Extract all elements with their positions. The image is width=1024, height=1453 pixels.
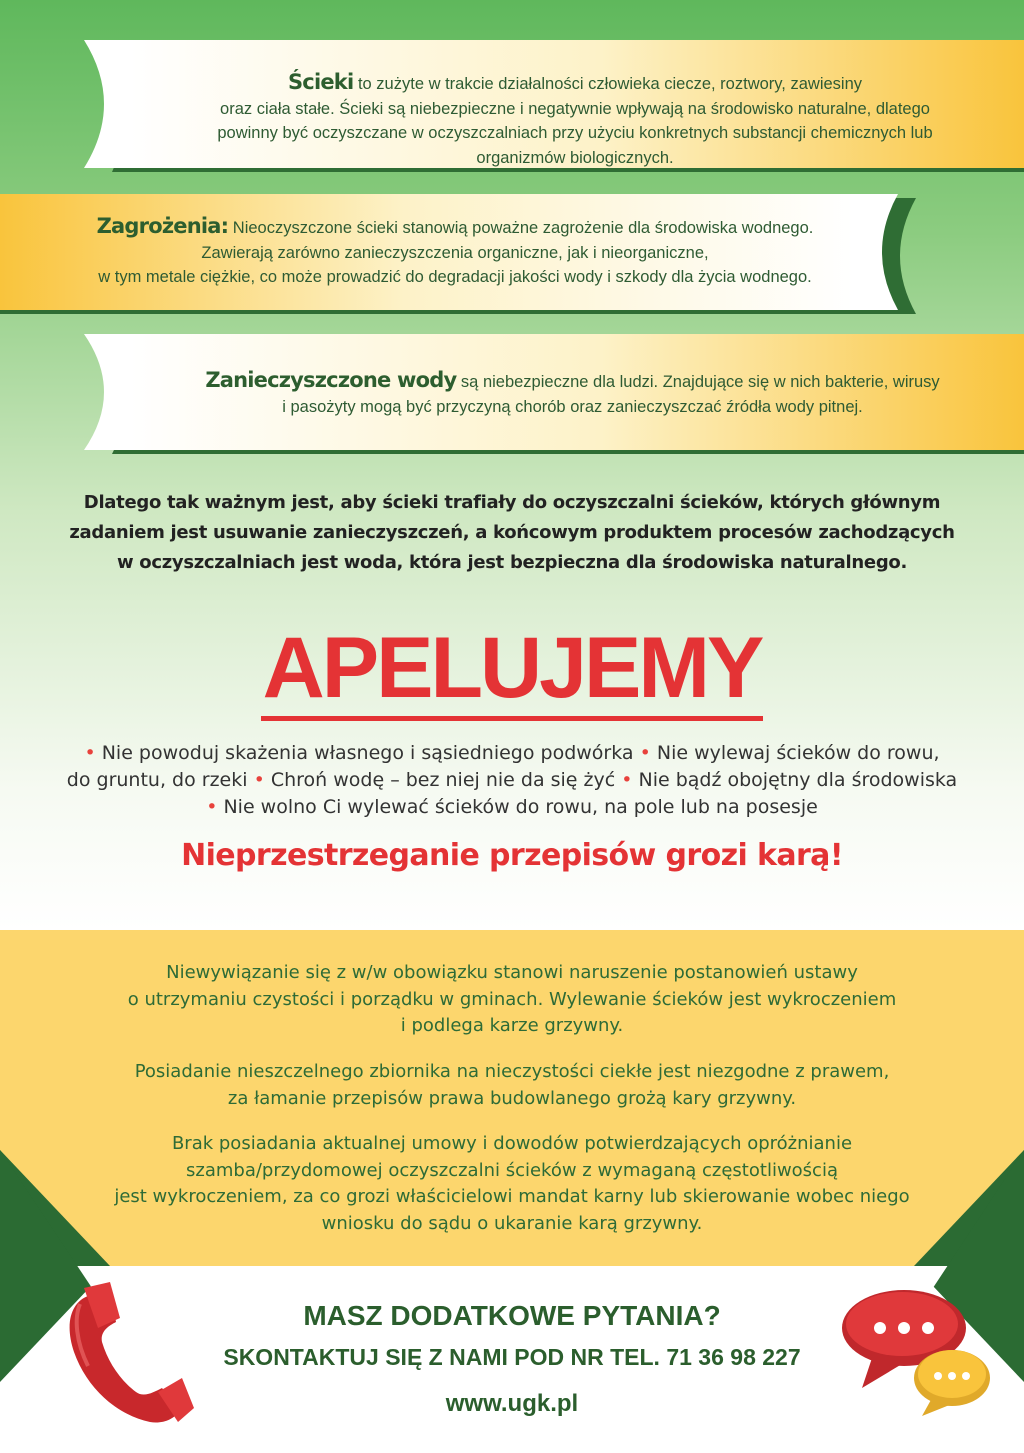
- banner-scieki: [0, 40, 1024, 180]
- penalty-warning: Nieprzestrzeganie przepisów grozi karą!: [181, 838, 843, 873]
- legal-line: szamba/przydomowej oczyszczalni ścieków z wymaganą częstotliwością: [186, 1159, 838, 1181]
- legal-line: Niewywiązanie się z w/w obowiązku stanowi naruszenie postanowień ustawy: [166, 962, 858, 983]
- contact-phone[interactable]: SKONTAKTUJ SIĘ Z NAMI POD NR TEL. 71 36 98 227: [223, 1344, 801, 1370]
- legal-line: za łamanie przepisów prawa budowlanego grożą kary grzywny.: [227, 1087, 797, 1109]
- appeal-line: [0, 767, 1024, 794]
- banner-zagrozenia-keyword: Zagrożenia:: [96, 214, 229, 238]
- legal-paragraph: [0, 1059, 1024, 1112]
- banner-zanieczyszczone-wody-line: są niebezpieczne dla ludzi. Znajdujące się w nich bakterie, wirusy: [456, 373, 940, 391]
- banner-zanieczyszczone-wody-keyword: Zanieczyszczone wody: [205, 368, 457, 392]
- contact-question: MASZ DODATKOWE PYTANIA?: [303, 1300, 721, 1331]
- bullet-dot: •: [206, 796, 218, 818]
- appeal-item: Nie powoduj skażenia własnego i sąsiedniego podwórka: [95, 742, 640, 764]
- banner-scieki-line: powinny być oczyszczane w oczyszczalniach przy użyciu konkretnych substancji chemicznych lub: [217, 124, 933, 142]
- lead-paragraph: [0, 488, 1024, 578]
- banner-zagrozenia-line: Zawierają zarówno zanieczyszczenia organiczne, jak i nieorganiczne,: [201, 243, 709, 262]
- appeal-item: do gruntu, do rzeki: [66, 769, 254, 791]
- legal-line: Brak posiadania aktualnej umowy i dowodów potwierdzających opróżnianie: [171, 1133, 853, 1154]
- banner-zagrozenia-line: Nieoczyszczone ścieki stanowią poważne zagrożenie dla środowiska wodnego.: [228, 219, 814, 237]
- legal-line: Posiadanie nieszczelnego zbiornika na nieczystości ciekłe jest niezgodne z prawem,: [134, 1061, 890, 1082]
- legal-line: i podlega karze grzywny.: [400, 1015, 624, 1036]
- banner-zagrozenia: [0, 194, 1024, 318]
- banner-scieki-keyword: Ścieki: [287, 70, 354, 94]
- banner-zagrozenia-line: w tym metale ciężkie, co może prowadzić do degradacji jakości wody i szkody dla życia wodnego.: [98, 268, 812, 286]
- appeal-list: [0, 740, 1024, 821]
- appeal-item: Chroń wodę – bez niej nie da się żyć: [264, 769, 622, 791]
- banner-scieki-line: organizmów biologicznych.: [476, 148, 674, 167]
- lead-line: Dlatego tak ważnym jest, aby ścieki trafiały do oczyszczalni ścieków, których głównym: [83, 492, 941, 513]
- appeal-line: [0, 794, 1024, 821]
- banner-zanieczyszczone-wody-line: i pasożyty mogą być przyczyną chorób oraz zanieczyszczać źródła wody pitnej.: [282, 397, 863, 416]
- appeal-item: Nie wylewaj ścieków do rowu,: [650, 742, 940, 764]
- appeal-line: [0, 740, 1024, 767]
- appeal-item: Nie bądź obojętny dla środowiska: [632, 769, 958, 791]
- appeal-heading-wrap: [0, 620, 1024, 721]
- website-link[interactable]: www.ugk.pl: [445, 1390, 579, 1417]
- phone-icon: [58, 1282, 198, 1432]
- lead-line: w oczyszczalniach jest woda, która jest bezpieczna dla środowiska naturalnego.: [116, 552, 908, 573]
- bullet-dot: •: [253, 769, 265, 791]
- bullet-dot: •: [84, 742, 96, 764]
- legal-line: o utrzymaniu czystości i porządku w gminach. Wylewanie ścieków jest wykroczeniem: [127, 988, 897, 1010]
- appeal-item: Nie wolno Ci wylewać ścieków do rowu, na pole lub na posesje: [217, 796, 818, 818]
- bullet-dot: •: [639, 742, 651, 764]
- legal-paragraph: [0, 960, 1024, 1040]
- banner-scieki-line: to zużyte w trakcie działalności człowieka ciecze, roztwory, zawiesiny: [353, 75, 862, 93]
- legal-line: wniosku do sądu o ukaranie karą grzywny.: [321, 1212, 703, 1234]
- legal-line: jest wykroczeniem, za co grozi właścicielowi mandat karny lub skierowanie wobec niego: [114, 1186, 910, 1207]
- bullet-dot: •: [621, 769, 633, 791]
- lead-line: zadaniem jest usuwanie zanieczyszczeń, a końcowym produktem procesów zachodzących: [69, 522, 955, 543]
- banner-zanieczyszczone-wody: [0, 334, 1024, 458]
- legal-paragraph: [0, 1131, 1024, 1237]
- appeal-heading: APELUJEMY: [261, 620, 764, 721]
- banner-scieki-line: oraz ciała stałe. Ścieki są niebezpieczne i negatywnie wpływają na środowisko naturalne, dlatego: [220, 99, 930, 118]
- chat-bubbles-icon: [842, 1288, 992, 1418]
